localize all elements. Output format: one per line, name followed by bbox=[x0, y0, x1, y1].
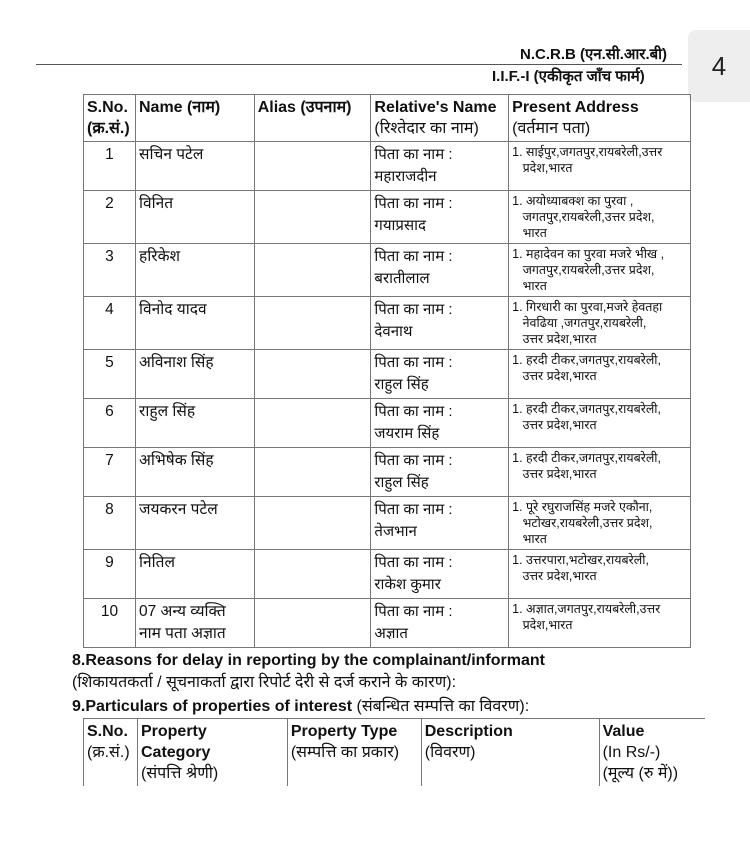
cell-alias bbox=[254, 399, 371, 448]
section-8-title: 8.Reasons for delay in reporting by the complainant/informant bbox=[72, 652, 545, 669]
cell-address: 1. पूरे रघुराजसिंह मजरे एकौना, भटोखर,रायबरेली,उत्तर प्रदेश, भारत bbox=[509, 497, 691, 550]
cell-address: 1. महादेवन का पुरवा मजरे भीख , जगतपुर,रायबरेली,उत्तर प्रदेश, भारत bbox=[509, 244, 691, 297]
table-row bbox=[84, 191, 691, 244]
table-row bbox=[84, 399, 691, 448]
cell-name: राहुल सिंह bbox=[135, 399, 254, 448]
cell-relative: पिता का नाम : बरातीलाल bbox=[371, 244, 509, 297]
cell-sno: 2 bbox=[84, 191, 136, 244]
cell-sno: 1 bbox=[84, 142, 136, 191]
header-name: Name (नाम) bbox=[135, 95, 254, 142]
cell-address: 1. उत्तरपारा,भटोखर,रायबरेली, उत्तर प्रदेश,भारत bbox=[509, 550, 691, 599]
cell-name: जयकरन पटेल bbox=[135, 497, 254, 550]
table-row bbox=[84, 599, 691, 648]
header-divider bbox=[36, 64, 682, 65]
cell-address: 1. साईपुर,जगतपुर,रायबरेली,उत्तर प्रदेश,भारत bbox=[509, 142, 691, 191]
header-relative: Relative's Name (रिश्तेदार का नाम) bbox=[371, 95, 509, 142]
cell-alias bbox=[254, 191, 371, 244]
header-sno: S.No. (क्र.सं.) bbox=[84, 95, 136, 142]
cell-name: 07 अन्य व्यक्ति नाम पता अज्ञात bbox=[135, 599, 254, 648]
table-row bbox=[84, 550, 691, 599]
header-alias: Alias (उपनाम) bbox=[254, 95, 371, 142]
section-9-properties bbox=[72, 696, 529, 718]
header-address: Present Address (वर्तमान पता) bbox=[509, 95, 691, 142]
cell-alias bbox=[254, 244, 371, 297]
cell-alias bbox=[254, 599, 371, 648]
header-form-name: I.I.F.-I (एकीकृत जाँच फार्म) bbox=[492, 68, 645, 85]
property-table-header bbox=[84, 719, 706, 786]
section-8-title-hindi: (शिकायतकर्ता / सूचनाकर्ता द्वारा रिपोर्ट देरी से दर्ज कराने के कारण): bbox=[72, 674, 457, 691]
table-row bbox=[84, 142, 691, 191]
cell-name: नितिल bbox=[135, 550, 254, 599]
cell-relative: पिता का नाम : गयाप्रसाद bbox=[371, 191, 509, 244]
prop-header-category: Property Category (संपत्ति श्रेणी) bbox=[137, 719, 287, 786]
cell-name: हरिकेश bbox=[135, 244, 254, 297]
cell-name: विनित bbox=[135, 191, 254, 244]
property-table bbox=[83, 719, 705, 786]
accused-table bbox=[83, 94, 691, 648]
cell-alias bbox=[254, 448, 371, 497]
header-ncrb: N.C.R.B (एन.सी.आर.बी) bbox=[520, 46, 668, 63]
cell-address: 1. गिरधारी का पुरवा,मजरे हेवतहा नेवढिया ,जगतपुर,रायबरेली, उत्तर प्रदेश,भारत bbox=[509, 297, 691, 350]
cell-sno: 10 bbox=[84, 599, 136, 648]
cell-sno: 9 bbox=[84, 550, 136, 599]
section-8-delay-reasons bbox=[72, 650, 545, 694]
cell-alias bbox=[254, 550, 371, 599]
prop-header-description: Description (विवरण) bbox=[421, 719, 599, 786]
page-number-tab: 4 bbox=[688, 30, 750, 102]
cell-relative: पिता का नाम : महाराजदीन bbox=[371, 142, 509, 191]
prop-header-sno: S.No. (क्र.सं.) bbox=[84, 719, 138, 786]
prop-header-value: Value (In Rs/-) (मूल्य (रु में)) bbox=[602, 723, 679, 782]
table-row bbox=[84, 448, 691, 497]
cell-name: सचिन पटेल bbox=[135, 142, 254, 191]
cell-alias bbox=[254, 350, 371, 399]
cell-sno: 7 bbox=[84, 448, 136, 497]
cell-relative: पिता का नाम : राहुल सिंह bbox=[371, 350, 509, 399]
accused-table-header bbox=[84, 95, 691, 142]
cell-sno: 3 bbox=[84, 244, 136, 297]
cell-address: 1. हरदी टीकर,जगतपुर,रायबरेली, उत्तर प्रदेश,भारत bbox=[509, 448, 691, 497]
prop-header-type: Property Type (सम्पत्ति का प्रकार) bbox=[287, 719, 421, 786]
section-9-title-hindi: (संबन्धित सम्पत्ति का विवरण): bbox=[356, 698, 530, 715]
table-row bbox=[84, 244, 691, 297]
cell-address: 1. हरदी टीकर,जगतपुर,रायबरेली, उत्तर प्रदेश,भारत bbox=[509, 350, 691, 399]
table-row bbox=[84, 497, 691, 550]
table-row bbox=[84, 350, 691, 399]
section-9-title: 9.Particulars of properties of interest bbox=[72, 698, 353, 715]
cell-relative: पिता का नाम : जयराम सिंह bbox=[371, 399, 509, 448]
cell-address: 1. हरदी टीकर,जगतपुर,रायबरेली, उत्तर प्रदेश,भारत bbox=[509, 399, 691, 448]
cell-relative: पिता का नाम : तेजभान bbox=[371, 497, 509, 550]
cell-name: अभिषेक सिंह bbox=[135, 448, 254, 497]
cell-name: विनोद यादव bbox=[135, 297, 254, 350]
cell-sno: 6 bbox=[84, 399, 136, 448]
property-table-wrapper bbox=[83, 718, 705, 786]
cell-sno: 8 bbox=[84, 497, 136, 550]
table-row bbox=[84, 297, 691, 350]
cell-name: अविनाश सिंह bbox=[135, 350, 254, 399]
cell-alias bbox=[254, 497, 371, 550]
cell-relative: पिता का नाम : राहुल सिंह bbox=[371, 448, 509, 497]
cell-relative: पिता का नाम : राकेश कुमार bbox=[371, 550, 509, 599]
cell-address: 1. अयोध्याबक्श का पुरवा , जगतपुर,रायबरेली,उत्तर प्रदेश, भारत bbox=[509, 191, 691, 244]
cell-relative: पिता का नाम : देवनाथ bbox=[371, 297, 509, 350]
cell-address: 1. अज्ञात,जगतपुर,रायबरेली,उत्तर प्रदेश,भारत bbox=[509, 599, 691, 648]
cell-alias bbox=[254, 142, 371, 191]
cell-relative: पिता का नाम : अज्ञात bbox=[371, 599, 509, 648]
cell-sno: 4 bbox=[84, 297, 136, 350]
cell-alias bbox=[254, 297, 371, 350]
cell-sno: 5 bbox=[84, 350, 136, 399]
